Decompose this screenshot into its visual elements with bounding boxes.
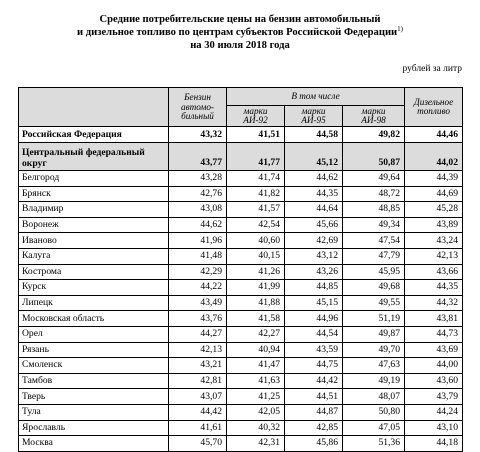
gasoline-cell: 43,32 (169, 127, 227, 143)
ai98-cell: 45,95 (343, 264, 405, 280)
header-ai95 (285, 105, 343, 127)
ai95-cell: 45,66 (285, 217, 343, 233)
ai98-cell: 48,85 (343, 202, 405, 218)
diesel-cell: 44,46 (405, 127, 463, 143)
table-row (19, 217, 463, 233)
table-row (19, 264, 463, 280)
gasoline-cell: 43,28 (169, 171, 227, 187)
region-cell: Курск (19, 280, 169, 296)
table-row (19, 358, 463, 374)
diesel-cell: 43,81 (405, 311, 463, 327)
table-row (19, 326, 463, 342)
diesel-cell: 44,35 (405, 280, 463, 296)
ai95-cell: 44,51 (285, 389, 343, 405)
table-row (19, 436, 463, 452)
gasoline-cell: 43,08 (169, 202, 227, 218)
gasoline-cell: 43,76 (169, 311, 227, 327)
table-row (19, 248, 463, 264)
ai95-cell: 42,69 (285, 233, 343, 249)
diesel-cell: 43,89 (405, 217, 463, 233)
diesel-cell: 43,10 (405, 420, 463, 436)
ai98-cell: 50,87 (343, 143, 405, 171)
gasoline-cell: 41,61 (169, 420, 227, 436)
ai92-cell: 41,82 (227, 186, 285, 202)
ai95-cell: 44,54 (285, 326, 343, 342)
gasoline-cell: 43,07 (169, 389, 227, 405)
ai95-cell: 43,12 (285, 248, 343, 264)
ai92-cell: 41,47 (227, 358, 285, 374)
ai92-cell: 41,63 (227, 373, 285, 389)
ai98-cell: 49,82 (343, 127, 405, 143)
ai92-cell: 42,31 (227, 436, 285, 452)
diesel-cell: 44,00 (405, 358, 463, 374)
ai95-cell: 44,75 (285, 358, 343, 374)
ai98-cell: 50,80 (343, 404, 405, 420)
ai92-cell: 41,57 (227, 202, 285, 218)
diesel-cell: 44,32 (405, 295, 463, 311)
table-row (19, 342, 463, 358)
title-line-1: Средние потребительские цены на бензин автомобильный (99, 14, 381, 25)
header-ai95-line1: марки (301, 105, 326, 116)
table-row (19, 202, 463, 218)
diesel-cell: 45,28 (405, 202, 463, 218)
region-cell: Белгород (19, 171, 169, 187)
ai92-cell: 41,74 (227, 171, 285, 187)
ai98-cell: 47,79 (343, 248, 405, 264)
title-line-2-text: и дизельное топливо по центрам субъектов Российской Федерации (76, 27, 398, 39)
header-row-top (19, 88, 463, 106)
gasoline-cell: 43,21 (169, 358, 227, 374)
ai98-cell: 47,63 (343, 358, 405, 374)
ai92-cell: 41,88 (227, 295, 285, 311)
header-diesel-line1: Дизельное (413, 96, 454, 107)
ai95-cell: 44,64 (285, 202, 343, 218)
diesel-cell: 42,13 (405, 248, 463, 264)
gasoline-cell: 41,96 (169, 233, 227, 249)
gasoline-cell: 42,76 (169, 186, 227, 202)
table-row (19, 420, 463, 436)
ai95-cell: 42,85 (285, 420, 343, 436)
header-ai92-line1: марки (243, 105, 268, 116)
ai92-cell: 41,77 (227, 143, 285, 171)
gasoline-cell: 43,77 (169, 143, 227, 171)
diesel-cell: 44,39 (405, 171, 463, 187)
header-diesel-line2: топливо (417, 106, 450, 117)
ai98-cell: 47,05 (343, 420, 405, 436)
region-cell: Центральный федеральный округ (19, 143, 169, 171)
ai92-cell: 40,60 (227, 233, 285, 249)
ai98-cell: 47,54 (343, 233, 405, 249)
table-row-central-district (19, 143, 463, 171)
ai98-cell: 49,68 (343, 280, 405, 296)
table-row (19, 171, 463, 187)
ai92-cell: 40,94 (227, 342, 285, 358)
region-cell: Смоленск (19, 358, 169, 374)
region-cell: Орел (19, 326, 169, 342)
ai95-cell: 44,96 (285, 311, 343, 327)
region-cell: Ярославль (19, 420, 169, 436)
ai98-cell: 48,07 (343, 389, 405, 405)
ai95-cell: 44,62 (285, 171, 343, 187)
region-cell: Рязань (19, 342, 169, 358)
ai98-cell: 49,34 (343, 217, 405, 233)
ai98-cell: 49,19 (343, 373, 405, 389)
ai98-cell: 49,70 (343, 342, 405, 358)
ai92-cell: 41,58 (227, 311, 285, 327)
region-cell: Московская область (19, 311, 169, 327)
diesel-cell: 43,66 (405, 264, 463, 280)
gasoline-cell: 43,49 (169, 295, 227, 311)
header-including: В том числе (227, 88, 405, 106)
header-ai95-line2: АИ-95 (301, 115, 326, 125)
region-cell: Иваново (19, 233, 169, 249)
ai95-cell: 44,58 (285, 127, 343, 143)
gasoline-cell: 44,22 (169, 280, 227, 296)
region-cell: Калуга (19, 248, 169, 264)
diesel-cell: 44,73 (405, 326, 463, 342)
ai92-cell: 40,32 (227, 420, 285, 436)
diesel-cell: 44,02 (405, 143, 463, 171)
ai92-cell: 40,15 (227, 248, 285, 264)
ai92-cell: 41,51 (227, 127, 285, 143)
table-row (19, 280, 463, 296)
diesel-cell: 44,18 (405, 436, 463, 452)
gasoline-cell: 41,48 (169, 248, 227, 264)
gasoline-cell: 42,13 (169, 342, 227, 358)
ai92-cell: 41,26 (227, 264, 285, 280)
header-diesel (405, 88, 463, 127)
diesel-cell: 44,69 (405, 186, 463, 202)
region-cell: Воронеж (19, 217, 169, 233)
region-cell: Тула (19, 404, 169, 420)
ai95-cell: 44,35 (285, 186, 343, 202)
table-row (19, 233, 463, 249)
header-ai92 (227, 105, 285, 127)
table-row (19, 311, 463, 327)
diesel-cell: 43,79 (405, 389, 463, 405)
header-ai98-line1: марки (361, 105, 386, 116)
header-region-blank (19, 88, 169, 127)
ai95-cell: 43,59 (285, 342, 343, 358)
document-title (0, 13, 480, 53)
ai95-cell: 45,86 (285, 436, 343, 452)
ai95-cell: 43,26 (285, 264, 343, 280)
ai92-cell: 41,99 (227, 280, 285, 296)
header-ai98 (343, 105, 405, 127)
ai98-cell: 49,64 (343, 171, 405, 187)
gasoline-cell: 42,81 (169, 373, 227, 389)
title-line-2 (0, 26, 480, 39)
region-cell: Российская Федерация (19, 127, 169, 143)
diesel-cell: 44,24 (405, 404, 463, 420)
gasoline-cell: 42,29 (169, 264, 227, 280)
ai98-cell: 48,72 (343, 186, 405, 202)
ai95-cell: 44,42 (285, 373, 343, 389)
region-cell: Тверь (19, 389, 169, 405)
header-gasoline-line3: бильный (181, 110, 214, 121)
gasoline-cell: 44,42 (169, 404, 227, 420)
table-row (19, 404, 463, 420)
ai98-cell: 51,36 (343, 436, 405, 452)
header-gasoline-line1: Бензин (184, 92, 211, 103)
region-cell: Кострома (19, 264, 169, 280)
header-ai98-line2: АИ-98 (361, 115, 386, 125)
header-gasoline-line2: автомо- (181, 101, 214, 112)
diesel-cell: 43,24 (405, 233, 463, 249)
ai98-cell: 49,87 (343, 326, 405, 342)
table-row (19, 295, 463, 311)
gasoline-cell: 44,62 (169, 217, 227, 233)
table-row-russia (19, 127, 463, 143)
ai95-cell: 45,12 (285, 143, 343, 171)
ai92-cell: 41,25 (227, 389, 285, 405)
table-row (19, 373, 463, 389)
ai92-cell: 42,54 (227, 217, 285, 233)
diesel-cell: 43,60 (405, 373, 463, 389)
gasoline-cell: 44,27 (169, 326, 227, 342)
price-table (18, 87, 463, 452)
region-cell: Москва (19, 436, 169, 452)
ai98-cell: 51,19 (343, 311, 405, 327)
ai95-cell: 44,87 (285, 404, 343, 420)
title-line-3: на 30 июля 2018 года (190, 40, 290, 52)
unit-label: рублей за литр (402, 64, 462, 74)
ai92-cell: 42,05 (227, 404, 285, 420)
ai92-cell: 42,27 (227, 326, 285, 342)
region-cell: Владимир (19, 202, 169, 218)
region-cell: Брянск (19, 186, 169, 202)
header-ai92-line2: АИ-92 (243, 115, 268, 125)
ai95-cell: 45,15 (285, 295, 343, 311)
ai98-cell: 49,55 (343, 295, 405, 311)
diesel-cell: 43,69 (405, 342, 463, 358)
gasoline-cell: 45,70 (169, 436, 227, 452)
footnote-marker: 1) (397, 25, 404, 34)
table-row (19, 186, 463, 202)
region-cell: Тамбов (19, 373, 169, 389)
table-row (19, 389, 463, 405)
header-gasoline (169, 88, 227, 127)
ai95-cell: 44,85 (285, 280, 343, 296)
region-cell: Липецк (19, 295, 169, 311)
